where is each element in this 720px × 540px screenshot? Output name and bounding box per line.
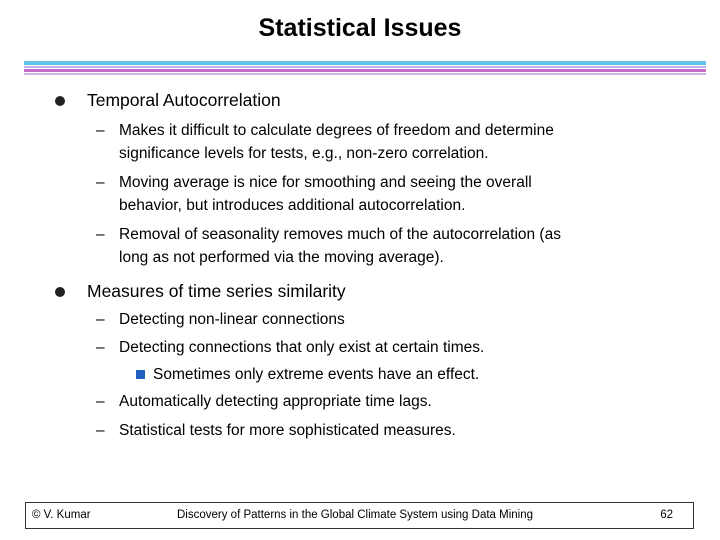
sub-bullet-line: long as not performed via the moving average).	[119, 249, 444, 266]
diamond-bullet-icon	[136, 370, 145, 379]
sub-bullet-line: Detecting connections that only exist at certain times.	[119, 339, 485, 356]
dash-marker: –	[96, 393, 105, 410]
dash-marker: –	[96, 226, 105, 243]
bullet-dot-icon	[55, 96, 65, 106]
page-number: 62	[660, 509, 673, 521]
title-divider-pink	[24, 73, 706, 75]
footer-author: © V. Kumar	[32, 509, 91, 521]
sub-bullet-line: Removal of seasonality removes much of the autocorrelation (as	[119, 226, 561, 243]
bullet-dot-icon	[55, 287, 65, 297]
slide-title: Statistical Issues	[258, 14, 462, 42]
sub-bullet-line: behavior, but introduces additional autocorrelation.	[119, 197, 466, 214]
sub-bullet-line: Automatically detecting appropriate time lags.	[119, 393, 432, 410]
sub-bullet-line: Detecting non-linear connections	[119, 311, 345, 328]
title-divider-lavender	[24, 66, 706, 68]
bullet-text: Temporal Autocorrelation	[87, 90, 281, 110]
dash-marker: –	[96, 339, 105, 356]
dash-marker: –	[96, 422, 105, 439]
title-divider-magenta	[24, 69, 706, 72]
bullet-text: Measures of time series similarity	[87, 281, 346, 301]
sub-bullet-line: Makes it difficult to calculate degrees of freedom and determine	[119, 122, 554, 139]
dash-marker: –	[96, 174, 105, 191]
dash-marker: –	[96, 311, 105, 328]
sub-bullet-line: Moving average is nice for smoothing and seeing the overall	[119, 174, 532, 191]
sub-bullet-line: Statistical tests for more sophisticated measures.	[119, 422, 456, 439]
dash-marker: –	[96, 122, 105, 139]
title-divider-cyan	[24, 61, 706, 65]
sub-bullet-line: significance levels for tests, e.g., non-zero correlation.	[119, 145, 489, 162]
sub-sub-bullet-text: Sometimes only extreme events have an effect.	[153, 366, 480, 383]
footer-title: Discovery of Patterns in the Global Climate System using Data Mining	[177, 509, 534, 521]
slide-footer	[25, 502, 694, 529]
